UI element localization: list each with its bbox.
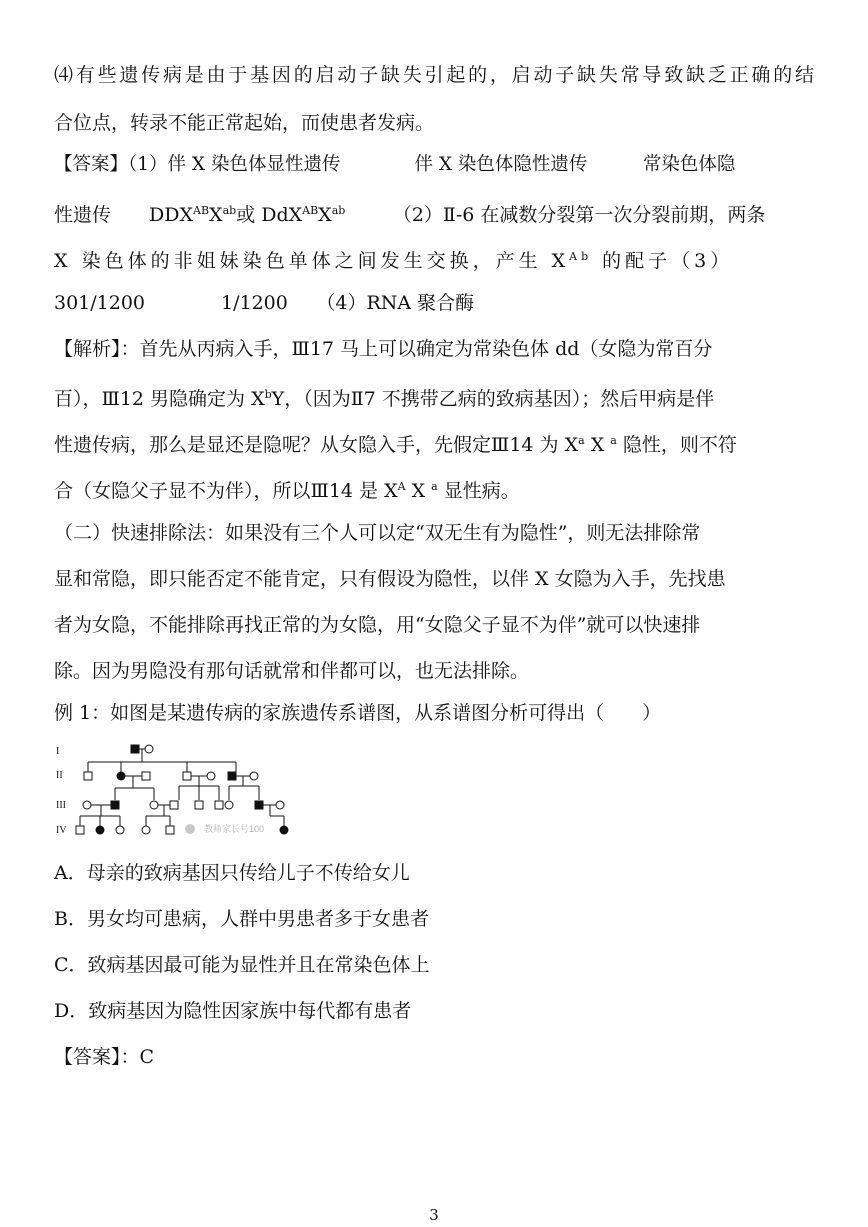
analysis-line-4: 合（女隐父子显不为伴），所以Ⅲ14 是 $X^A$ X $^a$ 显性病。	[54, 480, 520, 502]
pedigree-male	[142, 772, 150, 780]
pedigree-affected-female	[280, 826, 288, 834]
pedigree-svg	[54, 740, 304, 836]
pedigree-male	[76, 826, 84, 834]
option-a: A．母亲的致病基因只传给儿子不传给女儿	[54, 862, 410, 884]
pedigree-male	[84, 772, 92, 780]
pedigree-male	[215, 801, 223, 809]
pedigree-male	[166, 826, 174, 834]
text-line-1: ⑷有些遗传病是由于基因的启动子缺失引起的，启动子缺失常导致缺乏正确的结	[54, 64, 814, 86]
pedigree-diagram	[54, 740, 304, 836]
gen-label-2: II	[56, 770, 63, 781]
answer-line-2: 性遗传 $DDX^{AB}X^{ab}$或 $DdX^{AB}X^{ab}$ （2）Ⅱ-6 在减数分裂第一次分裂前期，两条	[54, 204, 766, 226]
pedigree-affected-male	[255, 801, 263, 809]
pedigree-female	[250, 772, 258, 780]
method-line-4: 除。因为男隐没有那句话就常和伴都可以，也无法排除。	[54, 660, 530, 682]
pedigree-affected-male	[131, 745, 139, 753]
analysis-line-3: 性遗传病，那么是显还是隐呢？从女隐入手，先假定Ⅲ14 为 $X^a$ X $^a$ 隐性，则不符	[54, 434, 737, 456]
text-line-2: 合位点，转录不能正常起始，而使患者发病。	[54, 112, 435, 134]
pedigree-female	[276, 801, 284, 809]
page-number: 3	[429, 1206, 439, 1224]
pedigree-female	[207, 772, 215, 780]
pedigree-affected-female	[117, 772, 125, 780]
example-question: 例 1：如图是某遗传病的家族遗传系谱图，从系谱图分析可得出（ ）	[54, 702, 662, 724]
gen-label-4: IV	[56, 825, 67, 836]
watermark	[185, 823, 264, 834]
answer-line: 【答案】：C	[54, 1046, 155, 1068]
pedigree-female	[116, 826, 124, 834]
gen-label-1: I	[56, 746, 60, 757]
pedigree-female	[142, 826, 150, 834]
analysis-line-2: 百），Ⅲ12 男隐确定为 $X^bY$，（因为Ⅱ7 不携带乙病的致病基因）；然后甲病是伴	[54, 388, 715, 410]
method-line-1: （二）快速排除法：如果没有三个人可以定“双无生有为隐性”，则无法排除常	[54, 522, 701, 544]
gen-label-3: III	[56, 800, 66, 811]
pedigree-male	[170, 801, 178, 809]
option-d: D．致病基因为隐性因家族中每代都有患者	[54, 1000, 412, 1022]
pedigree-affected-male	[228, 772, 236, 780]
method-line-2: 显和常隐，即只能否定不能肯定，只有假设为隐性，以伴 X 女隐为入手，先找患	[54, 568, 726, 590]
pedigree-affected-male	[111, 801, 119, 809]
watermark-text: 教师家长号100	[204, 824, 265, 834]
pedigree-female	[145, 745, 153, 753]
answer-line-1: 【答案】（1）伴 X 染色体显性遗传 伴 X 染色体隐性遗传 常染色体隐	[54, 154, 736, 175]
pedigree-male	[183, 772, 191, 780]
pedigree-male	[195, 801, 203, 809]
option-b: B．男女均可患病，人群中男患者多于女患者	[54, 908, 429, 930]
pedigree-affected-female	[96, 826, 104, 834]
analysis-line-1: 【解析】：首先从丙病入手，Ⅲ17 马上可以确定为常染色体 dd（女隐为常百分	[54, 338, 713, 360]
pedigree-female	[83, 801, 91, 809]
method-line-3: 者为女隐，不能排除再找正常的为女隐，用“女隐父子显不为伴”就可以快速排	[54, 614, 701, 636]
answer-line-4: 301/1200 1/1200 （4）RNA 聚合酶	[54, 292, 475, 314]
pedigree-female	[225, 801, 233, 809]
pedigree-female	[150, 801, 158, 809]
option-c: C．致病基因最可能为显性并且在常染色体上	[54, 954, 430, 976]
answer-line-3: X 染色体的非姐妹染色单体之间发生交换，产生 $X^{Ab}$ 的配子（3）	[54, 250, 734, 272]
wechat-logo-icon	[185, 824, 195, 834]
